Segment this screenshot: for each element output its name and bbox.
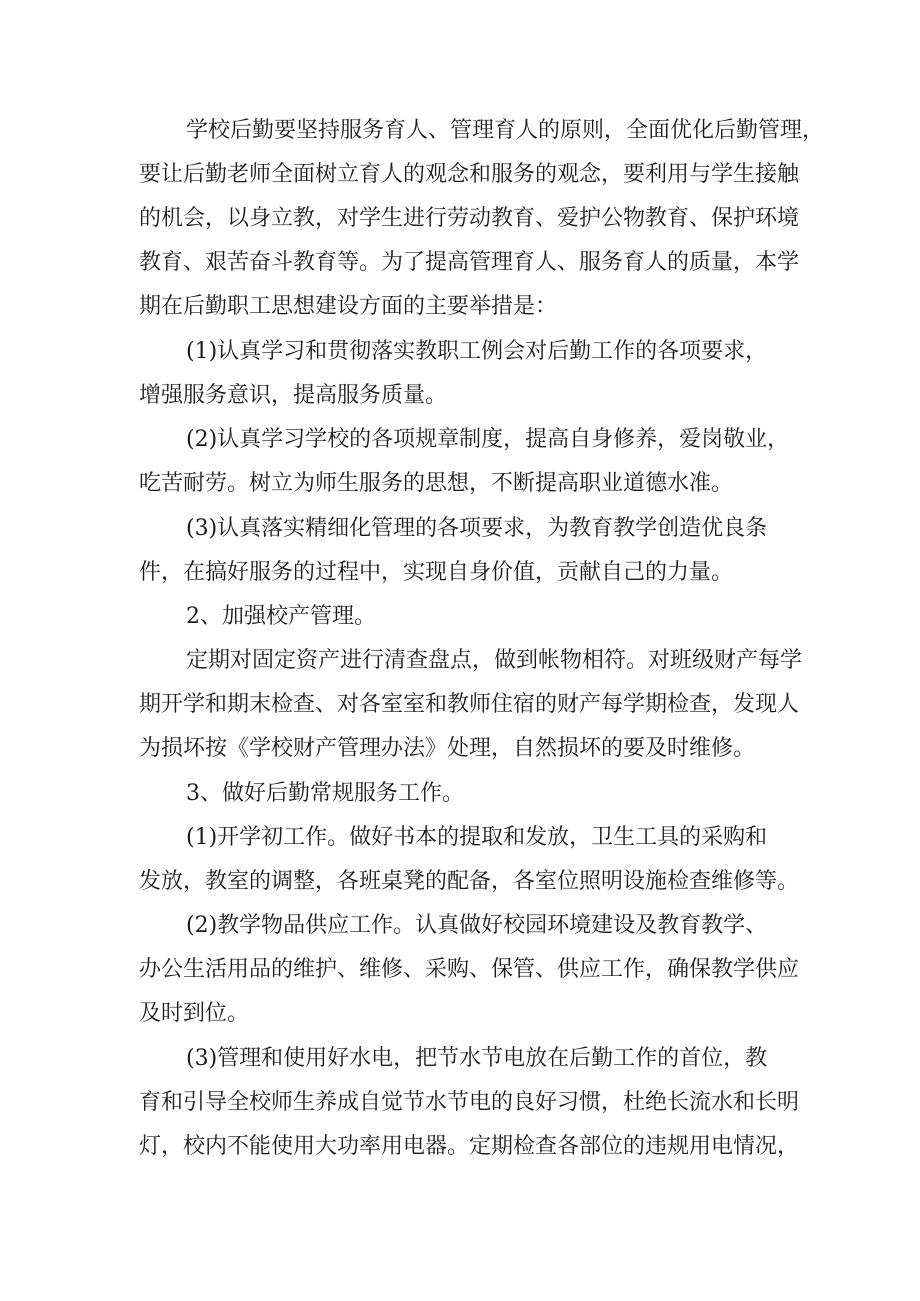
paragraph-3-line-1: (2)认真学习学校的各项规章制度，提高自身修养，爱岗敬业， [186,427,790,452]
paragraph-3-line-2: 吃苦耐劳。树立为师生服务的思想，不断提高职业道德水准。 [139,471,734,496]
paragraph-8-line-2: 发放，教室的调整，各班桌凳的配备，各室位照明设施检查维修等。 [139,869,800,894]
paragraph-1-line-4: 教育、艰苦奋斗教育等。为了提高管理育人、服务育人的质量，本学 [139,250,800,275]
paragraph-1-line-3: 的机会，以身立教，对学生进行劳动教育、爱护公物教育、保护环境 [139,206,800,231]
paragraph-6-line-2: 期开学和期末检查、对各室室和教师住宿的财产每学期检查，发现人 [139,692,800,717]
paragraph-2-line-1: (1)认真学习和贯彻落实教职工例会对后勤工作的各项要求， [186,339,768,364]
paragraph-10-line-2: 育和引导全校师生养成自觉节水节电的良好习惯，杜绝长流水和长明 [139,1090,800,1115]
paragraph-1-line-5: 期在后勤职工思想建设方面的主要举措是： [139,294,558,319]
paragraph-1-line-1: 学校后勤要坚持服务育人、管理育人的原则，全面优化后勤管理， [186,118,825,143]
paragraph-10-line-1: (3)管理和使用好水电，把节水节电放在后勤工作的首位，教 [186,1046,768,1071]
paragraph-6-line-3: 为损坏按《学校财产管理办法》处理，自然损坏的要及时维修。 [139,736,756,761]
paragraph-4-line-1: (3)认真落实精细化管理的各项要求，为教育教学创造优良条 [186,516,768,541]
paragraph-2-line-2: 增强服务意识，提高服务质量。 [139,383,448,408]
paragraph-9-line-1: (2)教学物品供应工作。认真做好校园环境建设及教育教学、 [186,913,768,938]
paragraph-9-line-3: 及时到位。 [139,1001,250,1026]
section-heading-3: 3、做好后勤常规服务工作。 [186,781,464,806]
section-heading-2: 2、加强校产管理。 [186,604,376,629]
paragraph-9-line-2: 办公生活用品的维护、维修、采购、保管、供应工作，确保教学供应 [139,957,800,982]
paragraph-4-line-2: 件，在搞好服务的过程中，实现自身价值，贡献自己的力量。 [139,560,734,585]
paragraph-8-line-1: (1)开学初工作。做好书本的提取和发放，卫生工具的采购和 [186,825,768,850]
paragraph-6-line-1: 定期对固定资产进行清查盘点，做到帐物相符。对班级财产每学 [186,648,803,673]
paragraph-1-line-2: 要让后勤老师全面树立育人的观念和服务的观念，要利用与学生接触 [139,162,800,187]
paragraph-10-line-3: 灯，校内不能使用大功率用电器。定期检查各部位的违规用电情况， [139,1134,800,1159]
